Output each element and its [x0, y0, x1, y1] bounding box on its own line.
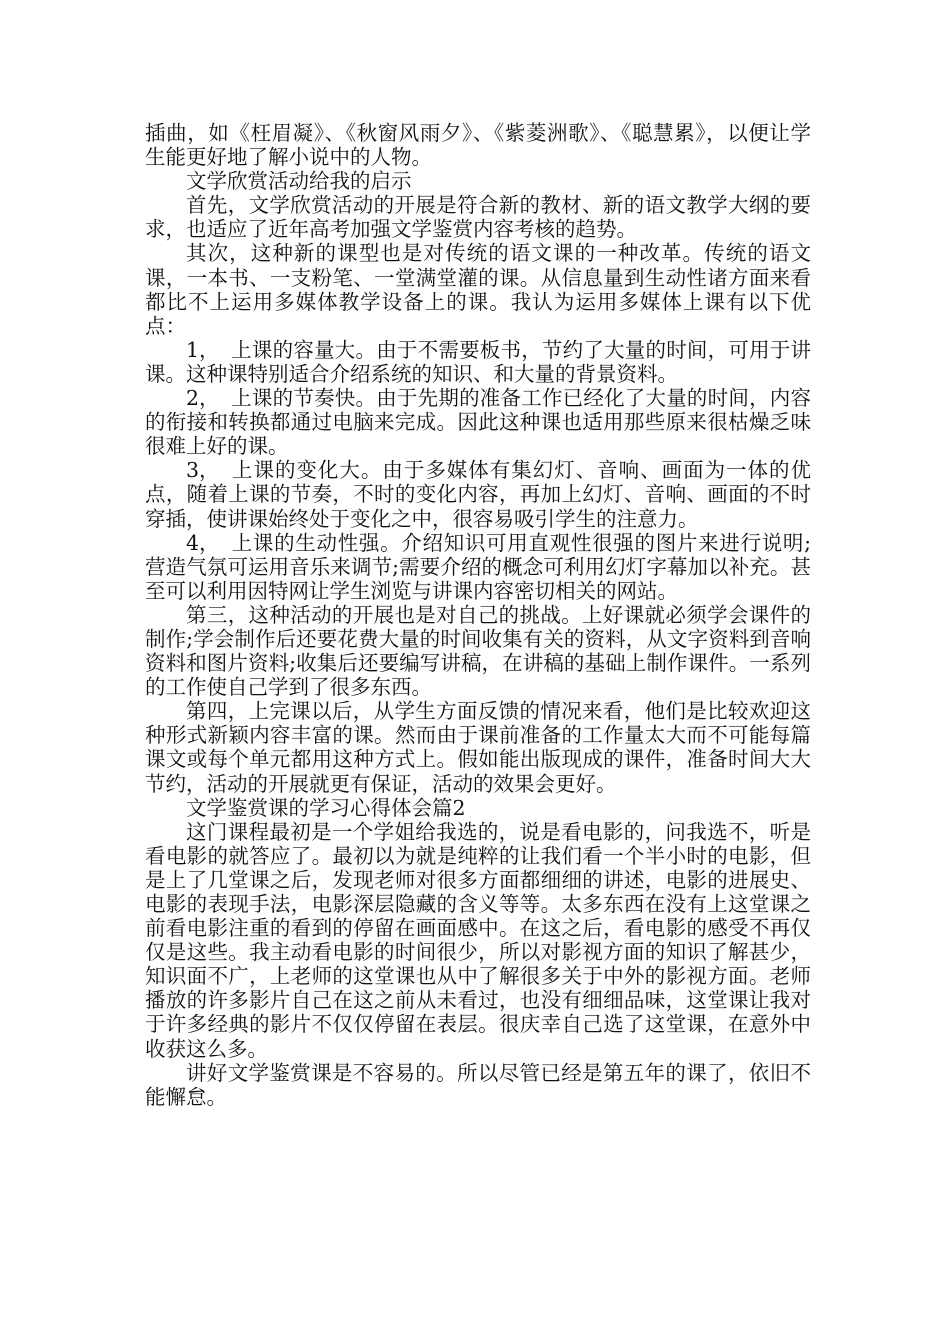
list-item — [145, 386, 811, 458]
paragraph: 讲好文学鉴赏课是不容易的。所以尽管已经是第五年的课了，依旧不能懈怠。 — [145, 1060, 811, 1109]
section-heading: 文学欣赏活动给我的启示 — [186, 169, 412, 194]
list-item — [145, 531, 811, 603]
list-item-text: 上课的变化大。由于多媒体有集幻灯、音响、画面为一体的优点，随着上课的节奏，不时的变化内容，再加上幻灯、音响、画面的不时穿插，使讲课始终处于变化之中，很容易吸引学生的注意力。 — [145, 458, 811, 531]
paragraph: 第三，这种活动的开展也是对自己的挑战。上好课就必须学会课件的制作;学会制作后还要花费大量的时间收集有关的资料，从文字资料到音响资料和图片资料;收集后还要编写讲稿，在讲稿的基础上制作课件。一系列的工作使自己学到了很多东西。 — [145, 602, 811, 700]
list-item-text: 上课的容量大。由于不需要板书，节约了大量的时间，可用于讲课。这种课特别适合介绍系统的知识、和大量的背景资料。 — [145, 337, 811, 386]
paragraph: 第四，上完课以后，从学生方面反馈的情况来看，他们是比较欢迎这种形式新颖内容丰富的课。然而由于课前准备的工作量太大而不可能每篇课文或每个单元都用这种方式上。假如能出版现成的课件，准备时间大大节约，活动的开展就更有保证，活动的效果会更好。 — [145, 699, 811, 796]
paragraph: 这门课程最初是一个学姐给我选的，说是看电影的，问我选不，听是看电影的就答应了。最初以为就是纯粹的让我们看一个半小时的电影，但是上了几堂课之后，发现老师对很多方面都细细的讲述，电影的进展史、电影的表现手法，电影深层隐藏的含义等等。太多东西在没有上这堂课之前看电影注重的看到的停留在画面感中。在这之后，看电影的感受不再仅仅是这些。我主动看电影的时间很少，所以对影视方面的知识了解甚少，知识面不广，上老师的这堂课也从中了解很多关于中外的影视方面。老师播放的许多影片自己在这之前从未看过，也没有细细品味，这堂课让我对于许多经典的影片不仅仅停留在表层。很庆幸自己选了这堂课，在意外中收获这么多。 — [145, 819, 811, 1061]
section-heading: 文学鉴赏课的学习心得体会篇2 — [186, 795, 466, 820]
list-item-text: 上课的生动性强。介绍知识可用直观性很强的图片来进行说明;营造气氛可运用音乐来调节;需要介绍的概念可利用幻灯字幕加以补充。甚至可以利用因特网让学生浏览与讲课内容密切相关的网站。 — [145, 530, 811, 603]
list-item-text: 上课的节奏快。由于先期的准备工作已经化了大量的时间，内容的衔接和转换都通过电脑来完成。因此这种课也适用那些原来很枯燥乏味很难上好的课。 — [145, 386, 811, 459]
list-item-number: 1， — [186, 337, 220, 362]
list-item-number: 2， — [186, 386, 220, 411]
paragraph: 其次，这种新的课型也是对传统的语文课的一种改革。传统的语文课，一本书、一支粉笔、一堂满堂灌的课。从信息量到生动性诸方面来看都比不上运用多媒体教学设备上的课。我认为运用多媒体上课有以下优点： — [145, 241, 811, 338]
list-item-number: 3， — [186, 458, 220, 483]
document-body — [145, 121, 811, 1109]
list-item-number: 4， — [186, 530, 220, 555]
paragraph: 首先，文学欣赏活动的开展是符合新的教材、新的语文教学大纲的要求，也适应了近年高考加强文学鉴赏内容考核的趋势。 — [145, 193, 811, 242]
paragraph: 插曲，如《枉眉凝》、《秋窗风雨夕》、《紫菱洲歌》、《聪慧累》，以便让学生能更好地了解小说中的人物。 — [145, 121, 811, 170]
list-item — [145, 458, 811, 530]
list-item — [145, 338, 811, 386]
